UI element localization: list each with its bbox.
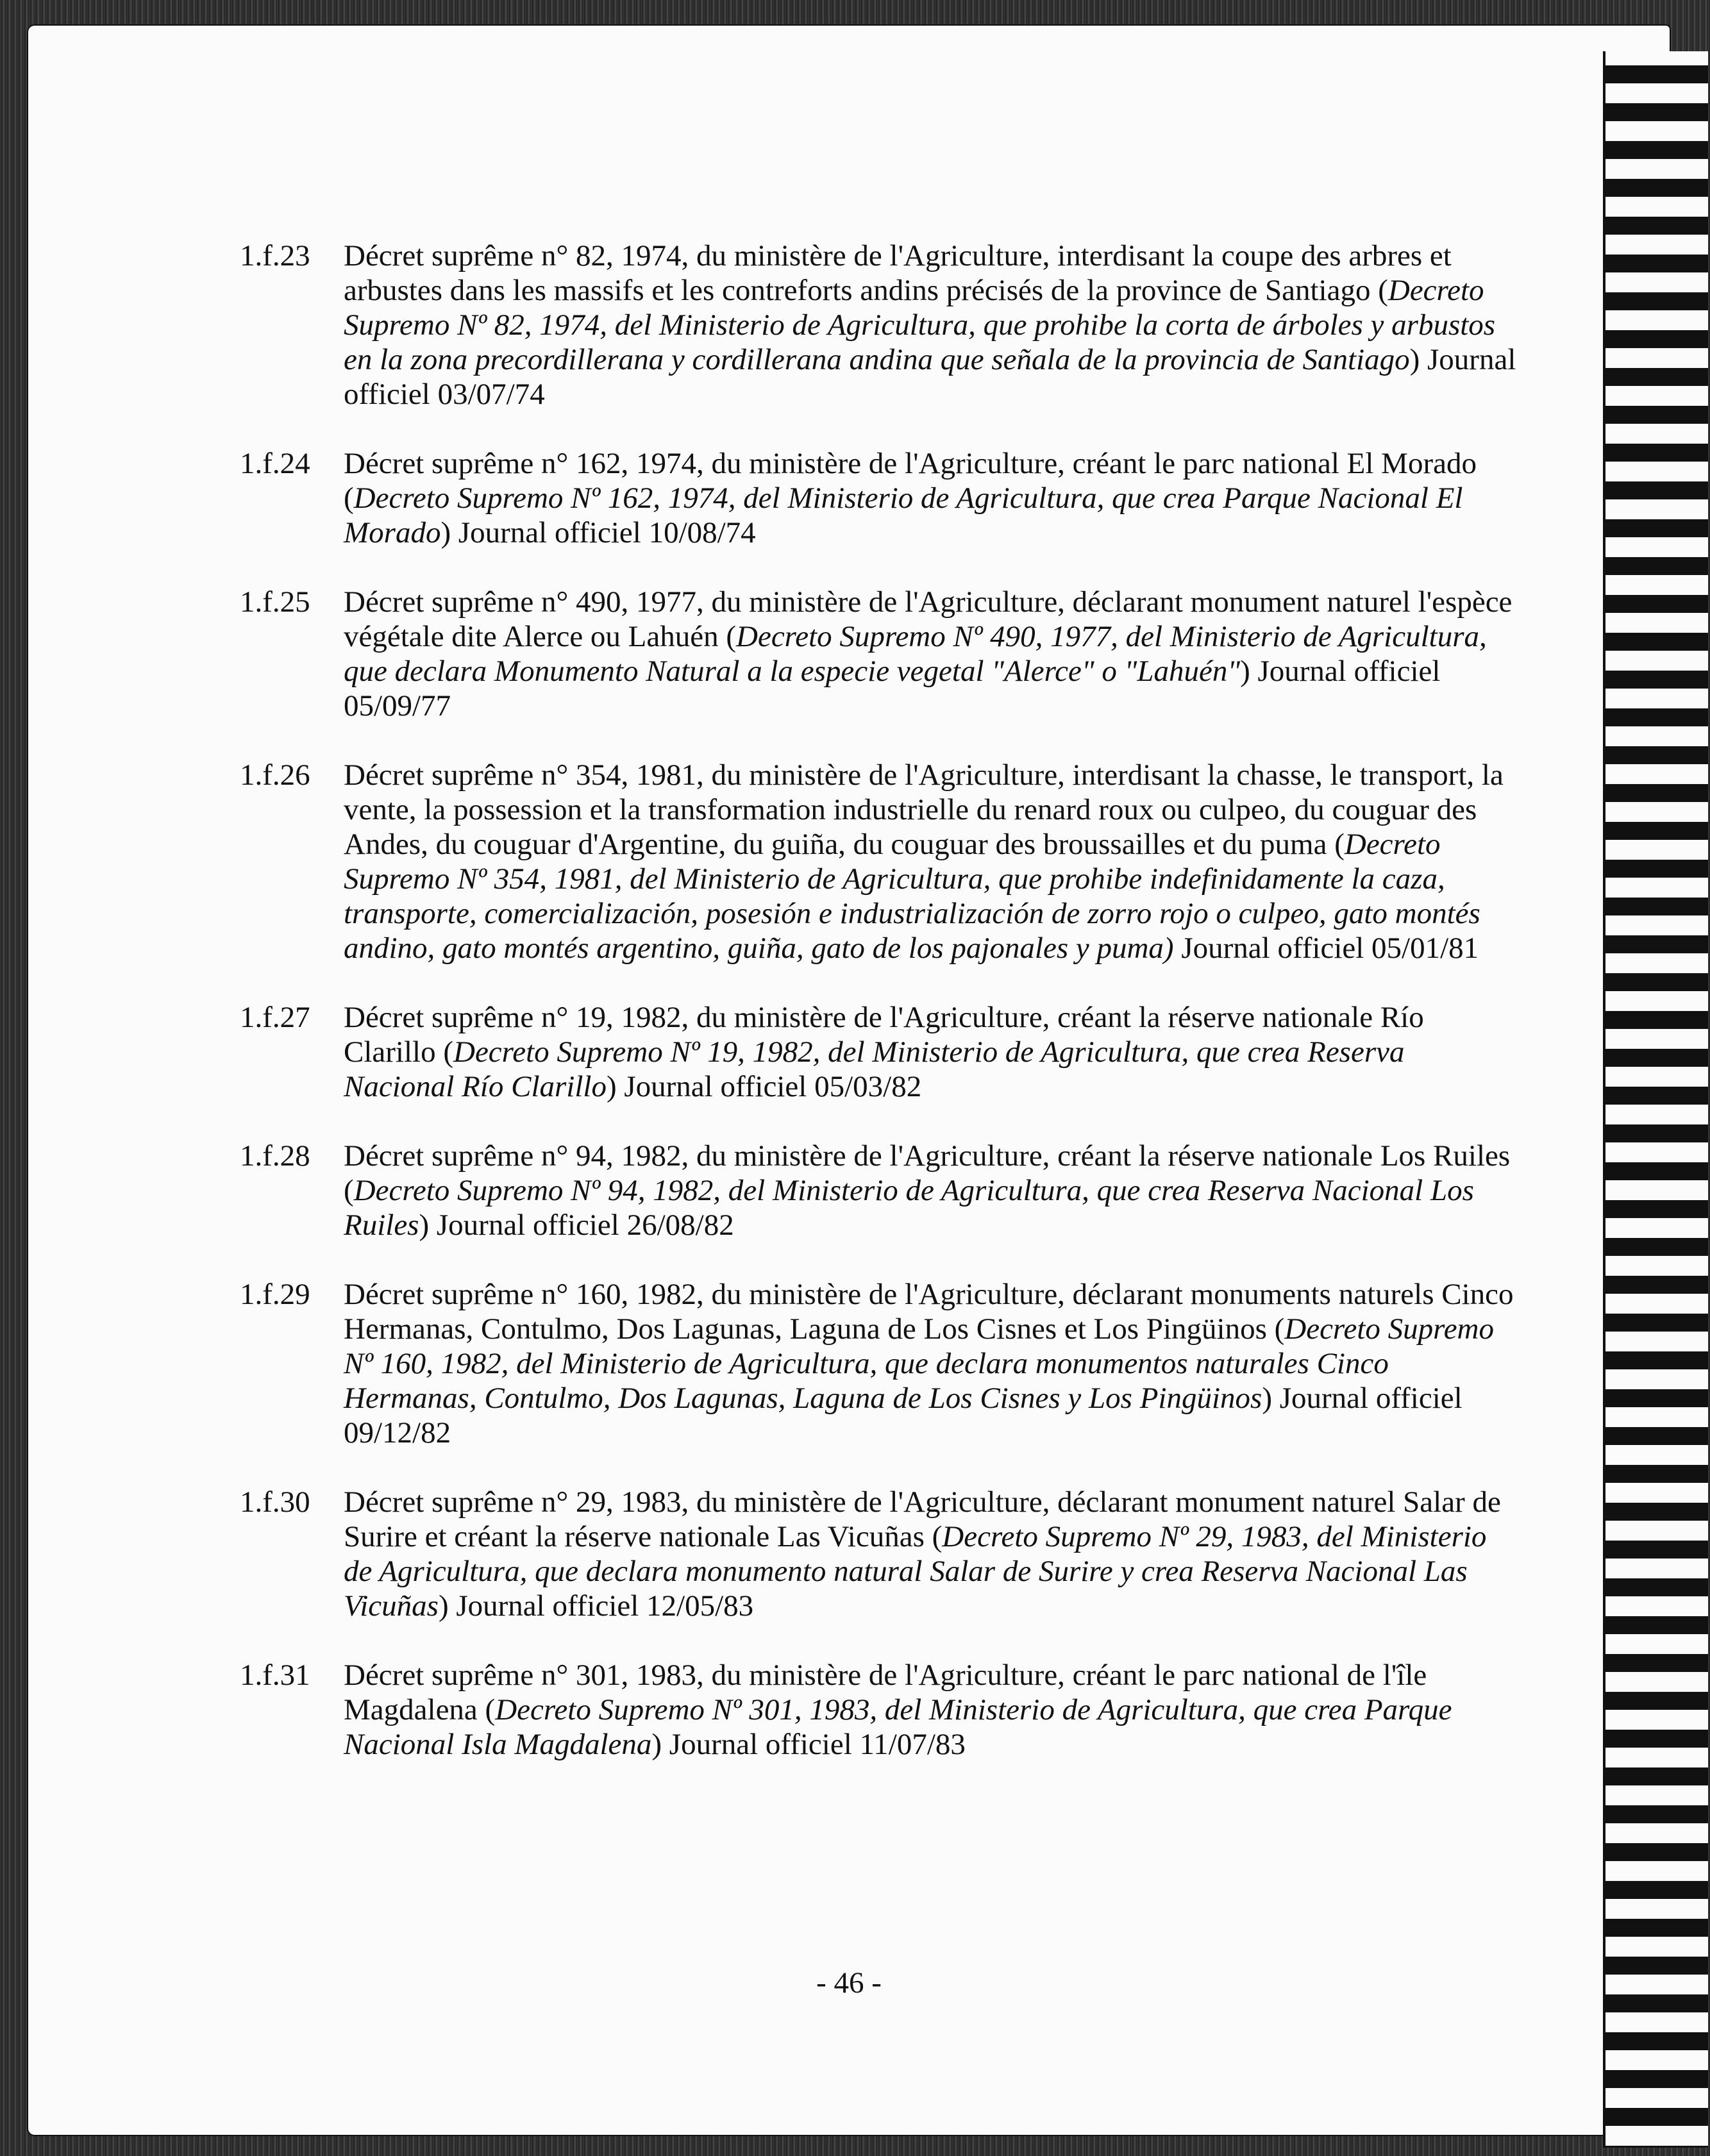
- entry-text-fr: Décret suprême n° 29, 1983, du ministère de l'Agriculture, déclarant monument naturel Salar de Surire et créant la réserve nationale Las Vicuñas: [344, 1485, 1501, 1553]
- entry-text-es: Decreto Supremo Nº 301, 1983, del Ministerio de Agricultura, que crea Parque Nacional Isla Magdalena: [344, 1693, 1452, 1761]
- entry-number: 1.f.26: [240, 758, 310, 792]
- list-item: [240, 758, 1522, 965]
- entry-paren-open: (: [1266, 1312, 1285, 1346]
- entry-text-fr: Décret suprême n° 19, 1982, du ministère de l'Agriculture, créant la réserve nationale Río Clarillo: [344, 1001, 1424, 1069]
- entry-number: 1.f.28: [240, 1139, 310, 1173]
- entry-number: 1.f.29: [240, 1278, 310, 1311]
- entry-journal: ) Journal officiel 10/08/74: [440, 516, 756, 549]
- entry-number: 1.f.24: [240, 447, 310, 480]
- entry-journal: ) Journal officiel 05/03/82: [606, 1070, 922, 1103]
- entry-text: [344, 446, 1522, 550]
- entry-paren-open: (: [477, 1693, 496, 1726]
- document-page: [28, 26, 1670, 2135]
- entry-text-es: Decreto Supremo Nº 29, 1983, del Ministerio de Agricultura, que declara monumento natural Salar de Surire y crea Reserva Nacional Las Vicuñas: [344, 1520, 1487, 1623]
- entry-text-fr: Décret suprême n° 82, 1974, du ministère de l'Agriculture, interdisant la coupe des arbres et arbustes dans les massifs et les contreforts andins précisés de la province de Santiago: [344, 239, 1452, 307]
- decree-list: [240, 238, 1522, 1796]
- entry-text: [344, 1485, 1522, 1623]
- entry-text: [344, 238, 1522, 412]
- entry-paren-open: (: [435, 1035, 453, 1069]
- entry-journal: ) Journal officiel 09/12/82: [344, 1382, 1463, 1450]
- list-item: [240, 1000, 1522, 1104]
- entry-text-es: Decreto Supremo Nº 160, 1982, del Ministerio de Agricultura, que declara monumentos naturales Cinco Hermanas, Contulmo, Dos Lagunas, Laguna de Los Cisnes y Los Pingüinos: [344, 1312, 1494, 1415]
- entry-text-fr: Décret suprême n° 162, 1974, du ministère de l'Agriculture, créant le parc national El Morado: [344, 447, 1477, 480]
- entry-number: 1.f.31: [240, 1659, 310, 1692]
- spiral-binding: [1603, 51, 1708, 2148]
- list-item: [240, 238, 1522, 412]
- entry-number: 1.f.25: [240, 585, 310, 619]
- entry-text-es: Decreto Supremo Nº 490, 1977, del Ministerio de Agricultura, que declara Monumento Natural a la especie vegetal "Alerce" o "Lahuén": [344, 620, 1487, 688]
- entry-paren-open: (: [344, 481, 354, 515]
- entry-journal: Journal officiel 05/01/81: [1173, 932, 1479, 965]
- entry-number: 1.f.27: [240, 1001, 310, 1034]
- list-item: [240, 1658, 1522, 1762]
- entry-journal: ) Journal officiel 12/05/83: [438, 1589, 754, 1623]
- entry-text: [344, 1277, 1522, 1450]
- entry-text-fr: Décret suprême n° 354, 1981, du ministère de l'Agriculture, interdisant la chasse, le transport, la vente, la possession et la transformation industrielle du renard roux ou culpeo, du couguar des Andes, du couguar d'Argentine, du guiña, du couguar des broussailles et du puma: [344, 758, 1504, 861]
- entry-text-fr: Décret suprême n° 301, 1983, du ministère de l'Agriculture, créant le parc national de l'île Magdalena: [344, 1659, 1427, 1726]
- entry-paren-open: (: [718, 620, 737, 653]
- entry-paren-open: (: [924, 1520, 943, 1553]
- list-item: [240, 1485, 1522, 1623]
- list-item: [240, 1139, 1522, 1242]
- list-item: [240, 1277, 1522, 1450]
- entry-text: [344, 758, 1522, 965]
- entry-journal: ) Journal officiel 26/08/82: [419, 1208, 734, 1242]
- entry-number: 1.f.30: [240, 1485, 310, 1519]
- entry-paren-open: (: [1327, 828, 1345, 861]
- entry-text: [344, 1658, 1522, 1762]
- entry-text-fr: Décret suprême n° 490, 1977, du ministère de l'Agriculture, déclarant monument naturel l'espèce végétale dite Alerce ou Lahuén: [344, 585, 1513, 653]
- entry-text-es: Decreto Supremo Nº 354, 1981, del Ministerio de Agricultura, que prohibe indefinidamente la caza, transporte, comercialización, posesión e industrialización de zorro rojo o culpeo, gato montés andino, gato montés argentino, guiña, gato de los pajonales y puma): [344, 828, 1480, 965]
- list-item: [240, 446, 1522, 550]
- list-item: [240, 585, 1522, 723]
- entry-text-es: Decreto Supremo Nº 94, 1982, del Ministerio de Agricultura, que crea Reserva Nacional Los Ruiles: [344, 1174, 1474, 1242]
- page-number: - 46 -: [816, 1966, 882, 2000]
- entry-paren-open: (: [344, 1174, 354, 1207]
- entry-text-es: Decreto Supremo Nº 82, 1974, del Ministerio de Agricultura, que prohibe la corta de árboles y arbustos en la zona precordillerana y cordillerana andina que señala de la provincia de Santiago: [344, 274, 1496, 376]
- entry-journal: ) Journal officiel 11/07/83: [651, 1728, 966, 1761]
- entry-journal: ) Journal officiel 05/09/77: [344, 655, 1441, 723]
- entry-text: [344, 585, 1522, 723]
- entry-text: [344, 1000, 1522, 1104]
- entry-text: [344, 1139, 1522, 1242]
- entry-text-es: Decreto Supremo Nº 162, 1974, del Ministerio de Agricultura, que crea Parque Nacional El Morado: [344, 481, 1463, 549]
- entry-text-es: Decreto Supremo Nº 19, 1982, del Ministerio de Agricultura, que crea Reserva Nacional Río Clarillo: [344, 1035, 1405, 1103]
- entry-text-fr: Décret suprême n° 160, 1982, du ministère de l'Agriculture, déclarant monuments naturels Cinco Hermanas, Contulmo, Dos Lagunas, Laguna de Los Cisnes et Los Pingüinos: [344, 1278, 1514, 1346]
- entry-number: 1.f.23: [240, 239, 310, 272]
- entry-paren-open: (: [1370, 274, 1388, 307]
- entry-text-fr: Décret suprême n° 94, 1982, du ministère de l'Agriculture, créant la réserve nationale Los Ruiles: [344, 1139, 1511, 1173]
- entry-journal: ) Journal officiel 03/07/74: [344, 343, 1516, 411]
